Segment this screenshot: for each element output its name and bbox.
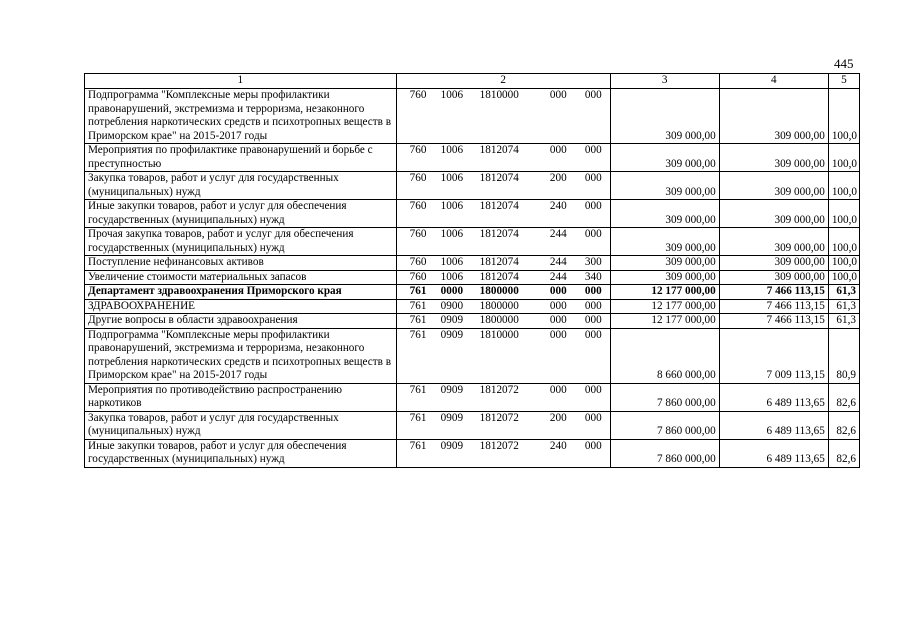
row-name: Закупка товаров, работ и услуг для государственных (муниципальных) нужд: [85, 411, 397, 439]
row-name: Подпрограмма "Комплексные меры профилактики правонарушений, экстремизма и терроризма, незаконного потребления наркотических средств и психотропных веществ в Приморском крае" на 2015-2017 годы: [85, 328, 397, 383]
row-codes: [396, 144, 610, 172]
code-value: 0000: [440, 285, 464, 297]
code-value: 760: [409, 256, 427, 268]
code-value: 1812072: [479, 411, 519, 424]
code-value: 761: [409, 285, 427, 297]
executed-amount: 309 000,00: [719, 200, 828, 228]
code-value: 760: [409, 89, 427, 101]
code-group: [400, 172, 607, 186]
code-value: 240: [549, 439, 567, 452]
table-row: [85, 299, 860, 314]
table-row: [85, 89, 860, 144]
code-group: [400, 329, 607, 343]
code-value: 1812072: [479, 383, 519, 396]
row-codes: [396, 285, 610, 300]
executed-amount: 309 000,00: [719, 256, 828, 271]
table-row: [85, 270, 860, 285]
executed-amount: 309 000,00: [719, 144, 828, 172]
code-value: 0909: [440, 383, 464, 396]
executed-amount: 7 466 113,15: [719, 285, 828, 300]
percent-executed: 82,6: [828, 383, 859, 411]
planned-amount: 8 660 000,00: [610, 328, 719, 383]
executed-amount: 6 489 113,65: [719, 439, 828, 467]
row-name: Другие вопросы в области здравоохранения: [85, 314, 397, 329]
row-name: Поступление нефинансовых активов: [85, 256, 397, 271]
code-value: 760: [409, 270, 427, 283]
code-group: [400, 200, 607, 214]
percent-executed: 100,0: [828, 228, 859, 256]
code-value: 0909: [440, 314, 464, 326]
percent-executed: 80,9: [828, 328, 859, 383]
executed-amount: 7 466 113,15: [719, 299, 828, 314]
code-value: 000: [549, 144, 567, 156]
code-value: 000: [584, 172, 602, 184]
row-codes: [396, 256, 610, 271]
row-codes: [396, 299, 610, 314]
table-row: [85, 228, 860, 256]
code-value: 240: [549, 200, 567, 212]
planned-amount: 309 000,00: [610, 172, 719, 200]
executed-amount: 7 009 113,15: [719, 328, 828, 383]
code-value: 000: [584, 328, 602, 341]
code-value: 1812072: [479, 439, 519, 452]
code-value: 1810000: [479, 89, 519, 101]
code-value: 0909: [440, 328, 464, 341]
code-group: [400, 440, 607, 454]
planned-amount: 12 177 000,00: [610, 314, 719, 329]
code-value: 761: [409, 314, 427, 326]
code-value: 244: [549, 256, 567, 268]
code-value: 0909: [440, 411, 464, 424]
code-value: 1812074: [479, 172, 519, 184]
row-name: Подпрограмма "Комплексные меры профилактики правонарушений, экстремизма и терроризма, незаконного потребления наркотических средств и психотропных веществ в Приморском крае" на 2015-2017 годы: [85, 89, 397, 144]
code-value: 761: [409, 439, 427, 452]
code-value: 000: [549, 89, 567, 101]
percent-executed: 82,6: [828, 439, 859, 467]
code-value: 761: [409, 411, 427, 424]
executed-amount: 309 000,00: [719, 270, 828, 285]
row-codes: [396, 439, 610, 467]
table-row: [85, 285, 860, 300]
code-value: 760: [409, 144, 427, 156]
executed-amount: 6 489 113,65: [719, 411, 828, 439]
percent-executed: 100,0: [828, 256, 859, 271]
planned-amount: 12 177 000,00: [610, 299, 719, 314]
code-value: 244: [549, 270, 567, 283]
executed-amount: 309 000,00: [719, 89, 828, 144]
row-codes: [396, 383, 610, 411]
row-codes: [396, 89, 610, 144]
code-value: 000: [584, 411, 602, 424]
code-value: 000: [584, 383, 602, 396]
code-value: 0909: [440, 439, 464, 452]
executed-amount: 309 000,00: [719, 172, 828, 200]
executed-amount: 309 000,00: [719, 228, 828, 256]
header-cell: 1: [85, 74, 397, 89]
table-row: [85, 328, 860, 383]
code-value: 1810000: [479, 328, 519, 341]
percent-executed: 100,0: [828, 144, 859, 172]
row-name: Увеличение стоимости материальных запасов: [85, 270, 397, 285]
page-number: 445: [834, 56, 854, 71]
header-cell: 4: [719, 74, 828, 89]
planned-amount: 309 000,00: [610, 228, 719, 256]
row-name: ЗДРАВООХРАНЕНИЕ: [85, 299, 397, 314]
code-value: 000: [549, 383, 567, 396]
code-value: 1006: [440, 256, 464, 268]
planned-amount: 309 000,00: [610, 200, 719, 228]
row-name: Иные закупки товаров, работ и услуг для обеспечения государственных (муниципальных) нужд: [85, 200, 397, 228]
table-row: [85, 314, 860, 329]
table-row: [85, 256, 860, 271]
row-name: Закупка товаров, работ и услуг для государственных (муниципальных) нужд: [85, 172, 397, 200]
header-cell: 3: [610, 74, 719, 89]
code-value: 1006: [440, 89, 464, 101]
row-codes: [396, 411, 610, 439]
planned-amount: 309 000,00: [610, 144, 719, 172]
code-value: 1800000: [479, 285, 519, 297]
header-cell: 5: [828, 74, 859, 89]
code-value: 000: [584, 228, 602, 240]
code-value: 1006: [440, 172, 464, 184]
percent-executed: 61,3: [828, 285, 859, 300]
planned-amount: 12 177 000,00: [610, 285, 719, 300]
planned-amount: 7 860 000,00: [610, 411, 719, 439]
code-value: 000: [584, 285, 602, 297]
code-value: 1800000: [479, 299, 519, 312]
row-codes: [396, 228, 610, 256]
code-value: 761: [409, 328, 427, 341]
code-value: 1800000: [479, 314, 519, 326]
table-row: [85, 411, 860, 439]
executed-amount: 6 489 113,65: [719, 383, 828, 411]
table-row: [85, 200, 860, 228]
code-value: 000: [584, 200, 602, 212]
code-value: 244: [549, 228, 567, 240]
code-group: [400, 228, 607, 242]
header-cell: 2: [396, 74, 610, 89]
code-group: [400, 285, 607, 299]
code-value: 1812074: [479, 200, 519, 212]
code-group: [400, 314, 607, 328]
planned-amount: 309 000,00: [610, 89, 719, 144]
row-codes: [396, 314, 610, 329]
table-row: [85, 144, 860, 172]
planned-amount: 309 000,00: [610, 256, 719, 271]
percent-executed: 61,3: [828, 314, 859, 329]
code-value: 340: [584, 270, 602, 283]
code-value: 200: [549, 172, 567, 184]
row-codes: [396, 270, 610, 285]
code-value: 1812074: [479, 228, 519, 240]
code-value: 1006: [440, 270, 464, 283]
percent-executed: 61,3: [828, 299, 859, 314]
code-value: 000: [584, 89, 602, 101]
code-value: 000: [584, 314, 602, 326]
row-name: Департамент здравоохранения Приморского края: [85, 285, 397, 300]
row-codes: [396, 172, 610, 200]
code-value: 000: [549, 299, 567, 312]
code-value: 1812074: [479, 144, 519, 156]
code-value: 760: [409, 228, 427, 240]
code-value: 1006: [440, 228, 464, 240]
code-group: [400, 89, 607, 103]
row-name: Мероприятия по профилактике правонарушений и борьбе с преступностью: [85, 144, 397, 172]
row-name: Иные закупки товаров, работ и услуг для обеспечения государственных (муниципальных) нужд: [85, 439, 397, 467]
code-value: 000: [584, 299, 602, 312]
percent-executed: 100,0: [828, 200, 859, 228]
code-value: 000: [584, 439, 602, 452]
planned-amount: 309 000,00: [610, 270, 719, 285]
percent-executed: 100,0: [828, 172, 859, 200]
code-group: [400, 144, 607, 158]
code-group: [400, 412, 607, 426]
code-value: 761: [409, 299, 427, 312]
code-value: 1812074: [479, 270, 519, 283]
planned-amount: 7 860 000,00: [610, 383, 719, 411]
code-group: [400, 271, 607, 285]
row-codes: [396, 328, 610, 383]
planned-amount: 7 860 000,00: [610, 439, 719, 467]
row-name: Прочая закупка товаров, работ и услуг для обеспечения государственных (муниципальных) нужд: [85, 228, 397, 256]
executed-amount: 7 466 113,15: [719, 314, 828, 329]
code-value: 000: [549, 328, 567, 341]
code-value: 300: [584, 256, 602, 268]
code-value: 760: [409, 200, 427, 212]
code-value: 761: [409, 383, 427, 396]
table-row: [85, 172, 860, 200]
budget-table: [84, 73, 860, 468]
code-group: [400, 300, 607, 314]
percent-executed: 100,0: [828, 270, 859, 285]
code-value: 000: [584, 144, 602, 156]
code-value: 760: [409, 172, 427, 184]
header-row: [85, 74, 860, 89]
code-group: [400, 256, 607, 270]
code-value: 1006: [440, 200, 464, 212]
code-group: [400, 384, 607, 398]
code-value: 1812074: [479, 256, 519, 268]
code-value: 1006: [440, 144, 464, 156]
code-value: 000: [549, 285, 567, 297]
table-row: [85, 439, 860, 467]
row-name: Мероприятия по противодействию распространению наркотиков: [85, 383, 397, 411]
code-value: 000: [549, 314, 567, 326]
percent-executed: 100,0: [828, 89, 859, 144]
code-value: 0900: [440, 299, 464, 312]
code-value: 200: [549, 411, 567, 424]
table-row: [85, 383, 860, 411]
percent-executed: 82,6: [828, 411, 859, 439]
row-codes: [396, 200, 610, 228]
